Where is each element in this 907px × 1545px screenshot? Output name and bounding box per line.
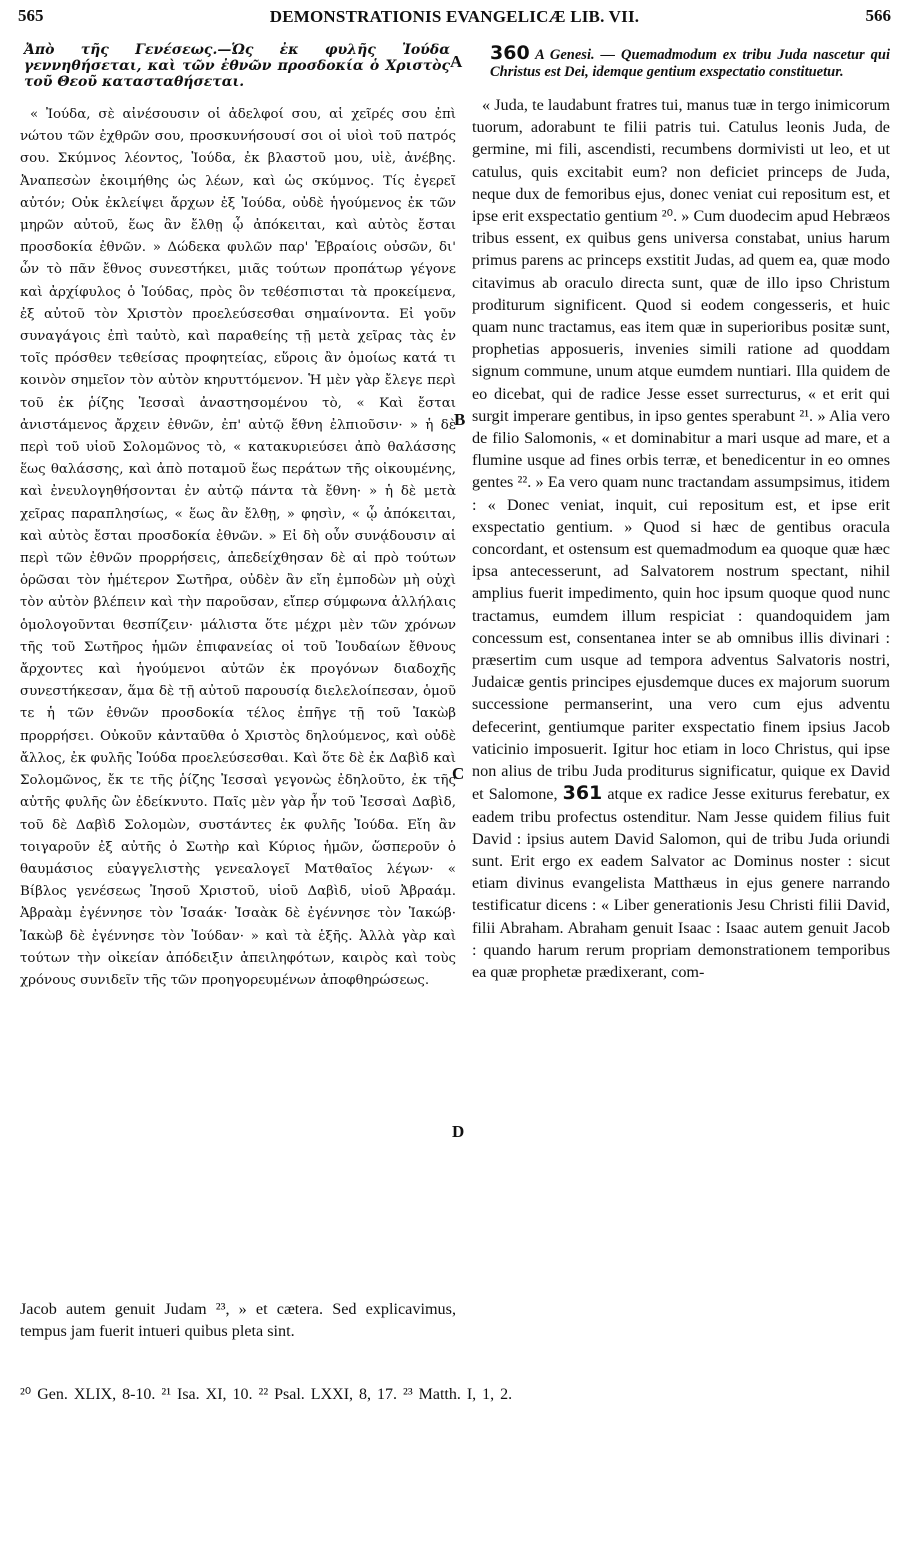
running-header bbox=[18, 6, 891, 32]
latin-body-text bbox=[472, 94, 890, 983]
latin-body-part-1: « Juda, te laudabunt fratres tui, manus tuæ in tergo inimicorum tuorum, adorabunt te filii patris tui. Catulus leonis Juda, de germine, mi fili, ascendisti, recumbens dormivisti ut leo, et ut catulus, quis excitabit eum? non deficiet princeps de Juda, neque dux de femoribus ejus, donec veniat cui repositum est, et ipse erit exspectatio gentium ²⁰. » Cum duodecim apud Hebræos tribus essent, ex quibus gens universa constabat, unius harum primus parens ac princeps exstitit Judas, ad quem ea, quæ modo citavimus ab oraculo directa sunt, quæ de illo ipso Christum proditurum significent. Quod si eodem congesseris, et huic quam nunc tractamus, eas item quæ in superioribus positæ sunt, prophetias apposueris, invenies simili ratione ad quoddam signum commune, unum atque eumdem nuntiari. Illa quidem de eo dicebat, qui de radice Jesse esset surrecturus, « et erit qui surgit imperare gentibus, in ipso gentes sperabunt ²¹. » Alia vero de filio Salomonis, « et dominabitur a mari usque ad mare, et a flumine usque ad fines orbis terræ, et benedicentur in eo omnes gentes ²². » Ea vero quam nunc tractandam assumpsimus, itidem : « Donec veniat, inquit, cui repositum est, et ipse erit exspectatio gentium. » Quod si hæc de gentibus oracula concordant, et ostensum est quemadmodum ea quoque quæ hæc ipsa antecesserunt, ad Salvatorem nostrum spectant, nihil amplius fuerit impedimento, quin hoc ipsum quoque quod nunc tractamus, eumdem illum respiciat : quandoquidem jam concessum est, consentanea inter se ab omnibus illis divinari : præsertim cum usque ad tempora adventus Salvatoris nostri, Judaicæ gentis principes ejusdemque duces ex majorum suorum successione permanserint, una vero cum ejus adventu defecerint, gentiumque pariter exspectatio finem ipsius Jacob vaticinio imposuerit. Igitur hoc etiam in loco Christus, qui ipse non alius de tribu Juda proditurus significatur, quique ex David et Salomone, bbox=[472, 96, 890, 804]
latin-column bbox=[472, 42, 890, 983]
greek-section-title: Ἀπὸ τῆς Γενέσεως.—Ὡς ἐκ φυλῆς Ἰούδα γεννηθήσεται, καὶ τῶν ἐθνῶν προσδοκία ὁ Χριστὸς τοῦ Θεοῦ κατασταθήσεται. bbox=[24, 42, 450, 90]
footnotes: ²⁰ Gen. XLIX, 8-10. ²¹ Isa. XI, 10. ²² Psal. LXXI, 8, 17. ²³ Matth. I, 1, 2. bbox=[20, 1386, 513, 1403]
margin-letter-b: B bbox=[454, 410, 466, 429]
margin-letter-a: A bbox=[450, 52, 463, 71]
latin-title-text: A Genesi. — Quemadmodum ex tribu Juda nascetur qui Christus est Dei, idemque gentium exspectatio constituetur. bbox=[490, 47, 890, 80]
latin-continuation-text: Jacob autem genuit Judam ²³, » et cætera. Sed explicavimus, tempus jam fuerit intueri quibus pleta sint. bbox=[20, 1300, 456, 1341]
column-number-360: 360 bbox=[490, 42, 530, 64]
page-number-right: 566 bbox=[865, 6, 891, 25]
margin-letter-d: D bbox=[452, 1122, 465, 1141]
page-number-left: 565 bbox=[18, 6, 44, 25]
latin-continuation bbox=[20, 1298, 456, 1342]
latin-section-title bbox=[472, 42, 890, 80]
greek-column bbox=[20, 42, 456, 992]
column-number-361: 361 bbox=[562, 782, 603, 805]
latin-body-part-2: atque ex radice Jesse exiturus ferebatur, ex eadem tribu profectus ostenditur. Nam Jesse quidem filius fuit David : ipsius autem David Salomon, qui de tribu Juda oriundi sunt. Erit ergo ex eadem Salvator ac Dominus noster : sicut etiam divinus evangelista Matthæus in ejus genere narrando testificatur dicens : « Liber generationis Jesu Christi filii David, filii Abraham. Abraham genuit Isaac : Isaac autem genuit Jacob : quando harum rerum propriam demonstrationem temporibus ea quæ prophetæ prædixerant, com- bbox=[472, 785, 891, 981]
margin-letter-c: C bbox=[452, 764, 465, 783]
greek-body-text: « Ἰούδα, σὲ αἰνέσουσιν οἱ ἀδελφοί σου, αἱ χεῖρές σου ἐπὶ νώτου τῶν ἐχθρῶν σου, προσκυνήσουσί σοι οἱ υἱοὶ τοῦ πατρός σου. Σκύμνος λέοντος, Ἰούδα, ἐκ βλαστοῦ μου, υἱὲ, ἀνέβης. Ἀναπεσὼν ἐκοιμήθης ὡς λέων, καὶ ὡς σκύμνος. Τίς ἐγερεῖ αὐτόν; Οὐκ ἐκλείψει ἄρχων ἐξ Ἰούδα, οὐδὲ ἡγούμενος ἐκ τῶν μηρῶν αὐτοῦ, ἕως ἂν ἔλθῃ ᾧ ἀπόκειται, καὶ αὐτὸς ἔσται προσδοκία ἐθνῶν. » Δώδεκα φυλῶν παρ' Ἑβραίοις οὐσῶν, δι' ὧν τὸ πᾶν ἔθνος συνεστήκει, μιᾶς τούτων προπάτωρ γέγονε καὶ ἀρχίφυλος ὁ Ἰούδας, πρὸς ὃν τεθέσπισται τὰ προκείμενα, ἐξ αὐτοῦ τὸν Χριστὸν προελεύσεσθαι σημαίνοντα. Εἰ γοῦν συναγάγοις ἐπὶ ταὐτὸ, καὶ παραθείης τῇ μετὰ χεῖρας τὰς ἐν τοῖς πρόσθεν τεθείσας προφητείας, εὕροις ἂν ὁμοίως κατά τι κοινὸν σημεῖον τὸν αὐτὸν κηρυττόμενον. Ἡ μὲν γὰρ ἔλεγε περὶ τοῦ ἐκ ῥίζης Ἰεσσαὶ ἀναστησομένου τὸ, « Καὶ ἔσται ἀνιστάμενος ἄρχειν ἐθνῶν, ἐπ' αὐτῷ ἔθνη ἐλπιοῦσιν· » ἡ δὲ περὶ τοῦ υἱοῦ Σολομῶνος τὸ, « κατακυριεύσει ἀπὸ θαλάσσης ἕως θαλάσσης, καὶ ἀπὸ ποταμοῦ ἕως περάτων τῆς οἰκουμένης, καὶ ἐνευλογηθήσονται ἐν αὐτῷ πάντα τὰ ἔθνη· » ἡ δὲ μετὰ χεῖρας παραπλησίως, « ἕως ἂν ἔλθῃ, » φησὶν, « ᾧ ἀπόκειται, καὶ αὐτὸς ἔσται προσδοκία ἐθνῶν. » Εἰ δὴ οὖν συνᾴδουσιν αἱ περὶ τῶν ἐθνῶν προρρήσεις, ἀπεδείχθησαν δὲ αἱ πρὸ τούτων ὁρῶσαι τὸν ἡμέτερον Σωτῆρα, οὐδὲν ἂν εἴη ἐμποδὼν μὴ οὐχὶ τὸν αὐτὸν βλέπειν καὶ τὴν παροῦσαν, εἴπερ σύμφωνα ἀλλήλαις ὁμολογοῦνται θεσπίζειν· μάλιστα ὅτε μέχρι μὲν τῶν χρόνων τῆς τοῦ Σωτῆρος ἡμῶν ἐπιφανείας οἱ τοῦ Ἰουδαίων ἔθνους ἄρχοντες καὶ ἡγούμενοι αὐτῶν ἐκ προγόνων διαδοχῆς συνεστήκεσαν, ἅμα δὲ τῇ αὐτοῦ παρουσίᾳ διελελοίπεσαν, ὁμοῦ τε ἡ τῶν ἐθνῶν προσδοκία τέλος ἐπῆγε τῇ τοῦ Ἰακὼβ προρρήσει. Οὐκοῦν κἀνταῦθα ὁ Χριστὸς δηλούμενος, καὶ οὐδὲ ἄλλος, ἐκ φυλῆς Ἰούδα προελεύσεσθαι. Καὶ ὅτε δὲ ἐκ Δαβὶδ καὶ Σολομῶνος, ἔκ τε τῆς ῥίζης Ἰεσσαὶ γεγονὼς ἐδηλοῦτο, ἐκ τῆς αὐτῆς φυλῆς ὢν ἐδείκνυτο. Παῖς μὲν γὰρ ἦν τοῦ Ἰεσσαὶ Δαβὶδ, τοῦ δὲ Δαβὶδ Σολομὼν, συστάντες ἐκ φυλῆς Ἰούδα. Εἴη ἂν τοιγαροῦν ἐξ αὐτῆς ὁ Σωτὴρ καὶ Κύριος ἡμῶν, ὥσπεροῦν ὁ θαυμάσιος εὐαγγελιστὴς γενεαλογεῖ Ματθαῖος λέγων· « Βίβλος γενέσεως Ἰησοῦ Χριστοῦ, υἱοῦ Δαβὶδ, υἱοῦ Ἀβραάμ. Ἀβραὰμ ἐγέννησε τὸν Ἰσαάκ· Ἰσαὰκ δὲ ἐγέννησε τὸν Ἰακώβ· Ἰακὼβ δὲ ἐγέννησε τὸν Ἰούδαν· » καὶ τὰ ἑξῆς. Ἀλλὰ γὰρ καὶ τούτων τὴν οἰκείαν ἀπόδειξιν ἀπειληφότων, καιρὸς καὶ τοὺς χρόνους συνιδεῖν τῆς τῶν προηγορευμένων ἀποφθηρώσεως. bbox=[20, 107, 456, 988]
running-title: DEMONSTRATIONIS EVANGELICÆ LIB. VII. bbox=[269, 7, 640, 26]
